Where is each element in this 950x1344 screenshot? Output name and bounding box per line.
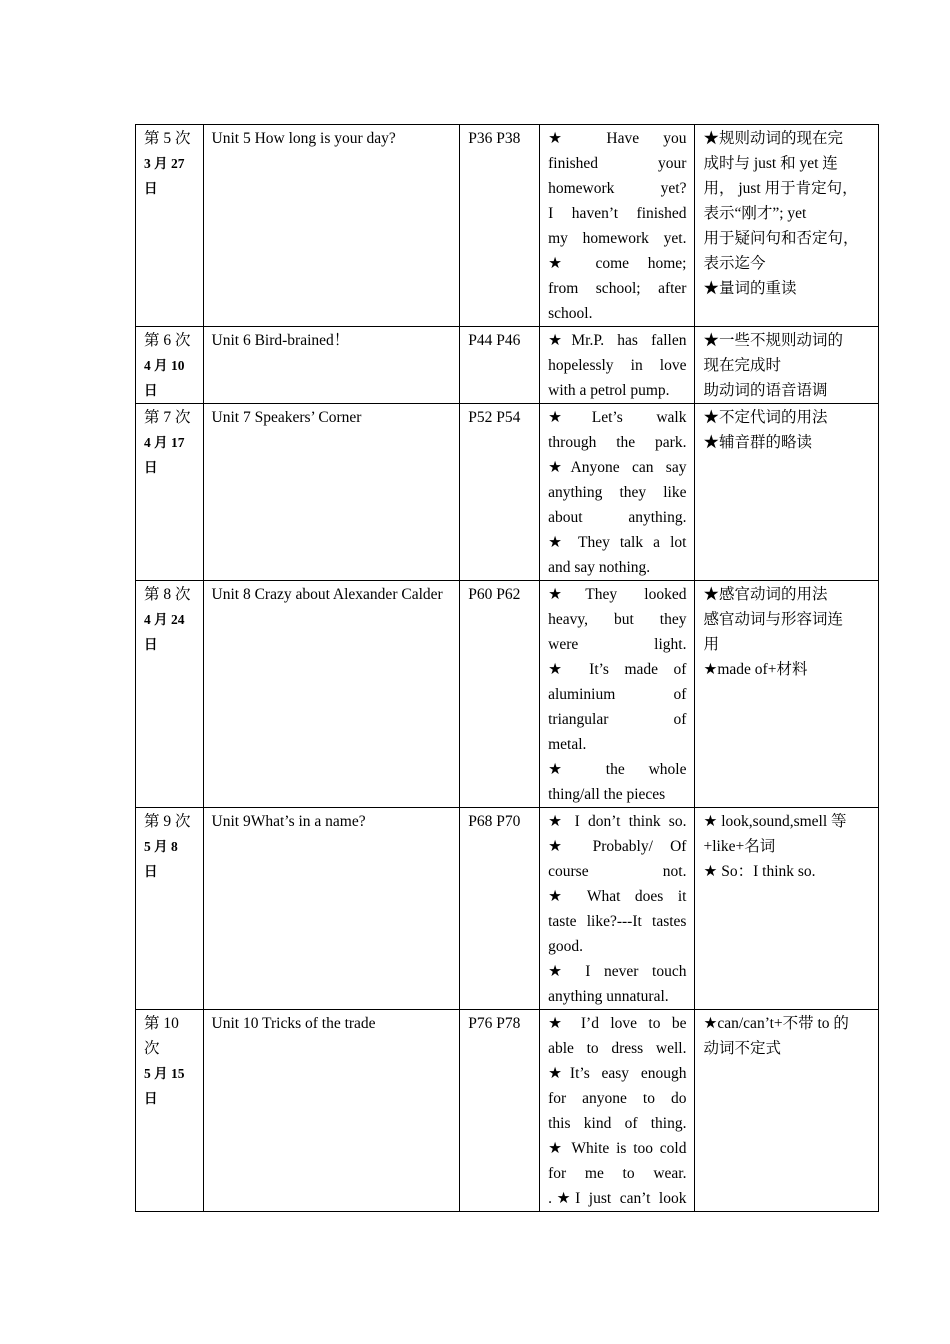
session-cell bbox=[136, 581, 204, 808]
table-row bbox=[136, 808, 879, 1010]
sentence-line: good. bbox=[548, 938, 583, 955]
sentence-line: school. bbox=[548, 305, 593, 322]
unit-cell bbox=[203, 125, 460, 327]
session-cell bbox=[136, 327, 204, 404]
session-label: 第 8 次 bbox=[144, 586, 191, 603]
sentence-line: with a petrol pump. bbox=[548, 382, 670, 399]
sentence-line: ★ What does it bbox=[548, 888, 687, 905]
grammar-line: ★ look,sound,smell 等 bbox=[703, 813, 847, 830]
sentence-line: thing/all the pieces bbox=[548, 786, 666, 803]
sentence-line: ★Mr.P. has fallen bbox=[548, 332, 687, 349]
sentence-line: metal. bbox=[548, 736, 587, 753]
table-row bbox=[136, 327, 879, 404]
sentence-line: this kind of thing. bbox=[548, 1115, 687, 1132]
sentence-line: ★They looked bbox=[548, 586, 687, 603]
pages-cell bbox=[460, 404, 540, 581]
grammar-cell bbox=[695, 404, 879, 581]
unit-title: Unit 9What’s in a name? bbox=[211, 813, 366, 830]
grammar-line: 动词不定式 bbox=[703, 1040, 781, 1057]
sentences-cell bbox=[540, 125, 695, 327]
page-numbers: P60 P62 bbox=[468, 586, 521, 603]
page-numbers: P52 P54 bbox=[468, 409, 521, 426]
page-numbers: P76 P78 bbox=[468, 1015, 521, 1032]
grammar-line: ★规则动词的现在完 bbox=[703, 130, 843, 147]
session-date: 3 月 27 日 bbox=[144, 156, 185, 196]
session-date: 4 月 24 日 bbox=[144, 612, 185, 652]
session-label: 第 6 次 bbox=[144, 332, 191, 349]
sentences-cell bbox=[540, 327, 695, 404]
sentence-line: ★It’s easy enough bbox=[548, 1065, 687, 1082]
sentence-line: my homework yet. bbox=[548, 230, 687, 247]
unit-title: Unit 8 Crazy about Alexander Calder bbox=[211, 586, 443, 603]
grammar-line: 助动词的语音语调 bbox=[703, 382, 828, 399]
sentence-line: through the park. bbox=[548, 434, 687, 451]
sentence-line: I haven’t finished bbox=[548, 205, 687, 222]
grammar-line: 成时与 just 和 yet 连 bbox=[703, 155, 838, 172]
sentence-line: triangular of bbox=[548, 711, 687, 728]
grammar-line: 用于疑问句和否定句， bbox=[703, 230, 859, 247]
pages-cell bbox=[460, 1010, 540, 1212]
table-row bbox=[136, 581, 879, 808]
grammar-line: ★感官动词的用法 bbox=[703, 586, 828, 603]
grammar-line: ★量词的重读 bbox=[703, 280, 797, 297]
sentence-line: taste like?---It tastes bbox=[548, 913, 687, 930]
sentence-line: homework yet? bbox=[548, 180, 687, 197]
sentence-line: ★ White is too cold bbox=[548, 1140, 687, 1157]
sentence-line: for anyone to do bbox=[548, 1090, 687, 1107]
unit-title: Unit 10 Tricks of the trade bbox=[211, 1015, 376, 1032]
sentence-line: from school; after bbox=[548, 280, 687, 297]
sentence-line: ★Let’s walk bbox=[548, 409, 687, 426]
page-numbers: P36 P38 bbox=[468, 130, 521, 147]
sentence-line: .★I just can’t look bbox=[548, 1190, 687, 1207]
unit-cell bbox=[203, 327, 460, 404]
sentence-line: ★ come home; bbox=[548, 255, 687, 272]
session-cell bbox=[136, 808, 204, 1010]
sentence-line: ★Anyone can say bbox=[548, 459, 687, 476]
session-label: 第 10 次 bbox=[144, 1015, 179, 1057]
sentence-line: finished your bbox=[548, 155, 687, 172]
grammar-line: 感官动词与形容词连 bbox=[703, 611, 843, 628]
session-cell bbox=[136, 125, 204, 327]
grammar-line: ★made of+材料 bbox=[703, 661, 808, 678]
sentence-line: aluminium of bbox=[548, 686, 687, 703]
pages-cell bbox=[460, 125, 540, 327]
grammar-cell bbox=[695, 581, 879, 808]
sentence-line: able to dress well. bbox=[548, 1040, 687, 1057]
unit-cell bbox=[203, 1010, 460, 1212]
session-cell bbox=[136, 1010, 204, 1212]
pages-cell bbox=[460, 808, 540, 1010]
session-date: 5 月 15 日 bbox=[144, 1066, 185, 1106]
pages-cell bbox=[460, 581, 540, 808]
pages-cell bbox=[460, 327, 540, 404]
syllabus-table bbox=[135, 124, 879, 1212]
sentence-line: course not. bbox=[548, 863, 687, 880]
table-row bbox=[136, 1010, 879, 1212]
sentence-line: ★ I’d love to be bbox=[548, 1015, 687, 1032]
sentence-line: ★ It’s made of bbox=[548, 661, 687, 678]
unit-title: Unit 6 Bird-brained！ bbox=[211, 332, 350, 349]
grammar-line: ★一些不规则动词的 bbox=[703, 332, 843, 349]
grammar-cell bbox=[695, 327, 879, 404]
sentence-line: were light. bbox=[548, 636, 687, 653]
sentence-line: anything unnatural. bbox=[548, 988, 669, 1005]
session-label: 第 7 次 bbox=[144, 409, 191, 426]
grammar-line: +like+名词 bbox=[703, 838, 776, 855]
unit-cell bbox=[203, 581, 460, 808]
session-label: 第 9 次 bbox=[144, 813, 191, 830]
grammar-line: ★can/can’t+不带 to 的 bbox=[703, 1015, 849, 1032]
grammar-cell bbox=[695, 1010, 879, 1212]
session-date: 4 月 17 日 bbox=[144, 435, 185, 475]
sentences-cell bbox=[540, 581, 695, 808]
sentences-cell bbox=[540, 404, 695, 581]
grammar-line: ★不定代词的用法 bbox=[703, 409, 828, 426]
sentence-line: for me to wear. bbox=[548, 1165, 687, 1182]
session-date: 4 月 10 日 bbox=[144, 358, 185, 398]
sentence-line: ★ Have you bbox=[548, 130, 687, 147]
grammar-line: 现在完成时 bbox=[703, 357, 781, 374]
table-row bbox=[136, 125, 879, 327]
grammar-line: 表示迄今 bbox=[703, 255, 766, 272]
sentence-line: ★ the whole bbox=[548, 761, 687, 778]
sentence-line: ★ Probably/ Of bbox=[548, 838, 687, 855]
session-label: 第 5 次 bbox=[144, 130, 191, 147]
page-numbers: P44 P46 bbox=[468, 332, 521, 349]
grammar-line: ★辅音群的略读 bbox=[703, 434, 812, 451]
unit-cell bbox=[203, 404, 460, 581]
grammar-line: ★ So：I think so. bbox=[703, 863, 816, 880]
session-cell bbox=[136, 404, 204, 581]
grammar-cell bbox=[695, 808, 879, 1010]
sentences-cell bbox=[540, 808, 695, 1010]
sentence-line: anything they like bbox=[548, 484, 687, 501]
page-numbers: P68 P70 bbox=[468, 813, 521, 830]
unit-cell bbox=[203, 808, 460, 1010]
grammar-line: 用， just 用于肯定句， bbox=[703, 180, 858, 197]
unit-title: Unit 7 Speakers’ Corner bbox=[211, 409, 362, 426]
sentence-line: about anything. bbox=[548, 509, 687, 526]
table-row bbox=[136, 404, 879, 581]
table-body bbox=[136, 125, 879, 1212]
grammar-line: 用 bbox=[703, 636, 719, 653]
sentence-line: heavy, but they bbox=[548, 611, 687, 628]
grammar-line: 表示“刚才”; yet bbox=[703, 205, 807, 222]
sentence-line: ★ They talk a lot bbox=[548, 534, 687, 551]
sentence-line: hopelessly in love bbox=[548, 357, 687, 374]
sentence-line: ★ I don’t think so. bbox=[548, 813, 687, 830]
unit-title: Unit 5 How long is your day? bbox=[211, 130, 396, 147]
session-date: 5 月 8 日 bbox=[144, 839, 178, 879]
grammar-cell bbox=[695, 125, 879, 327]
sentence-line: ★ I never touch bbox=[548, 963, 687, 980]
sentences-cell bbox=[540, 1010, 695, 1212]
sentence-line: and say nothing. bbox=[548, 559, 651, 576]
